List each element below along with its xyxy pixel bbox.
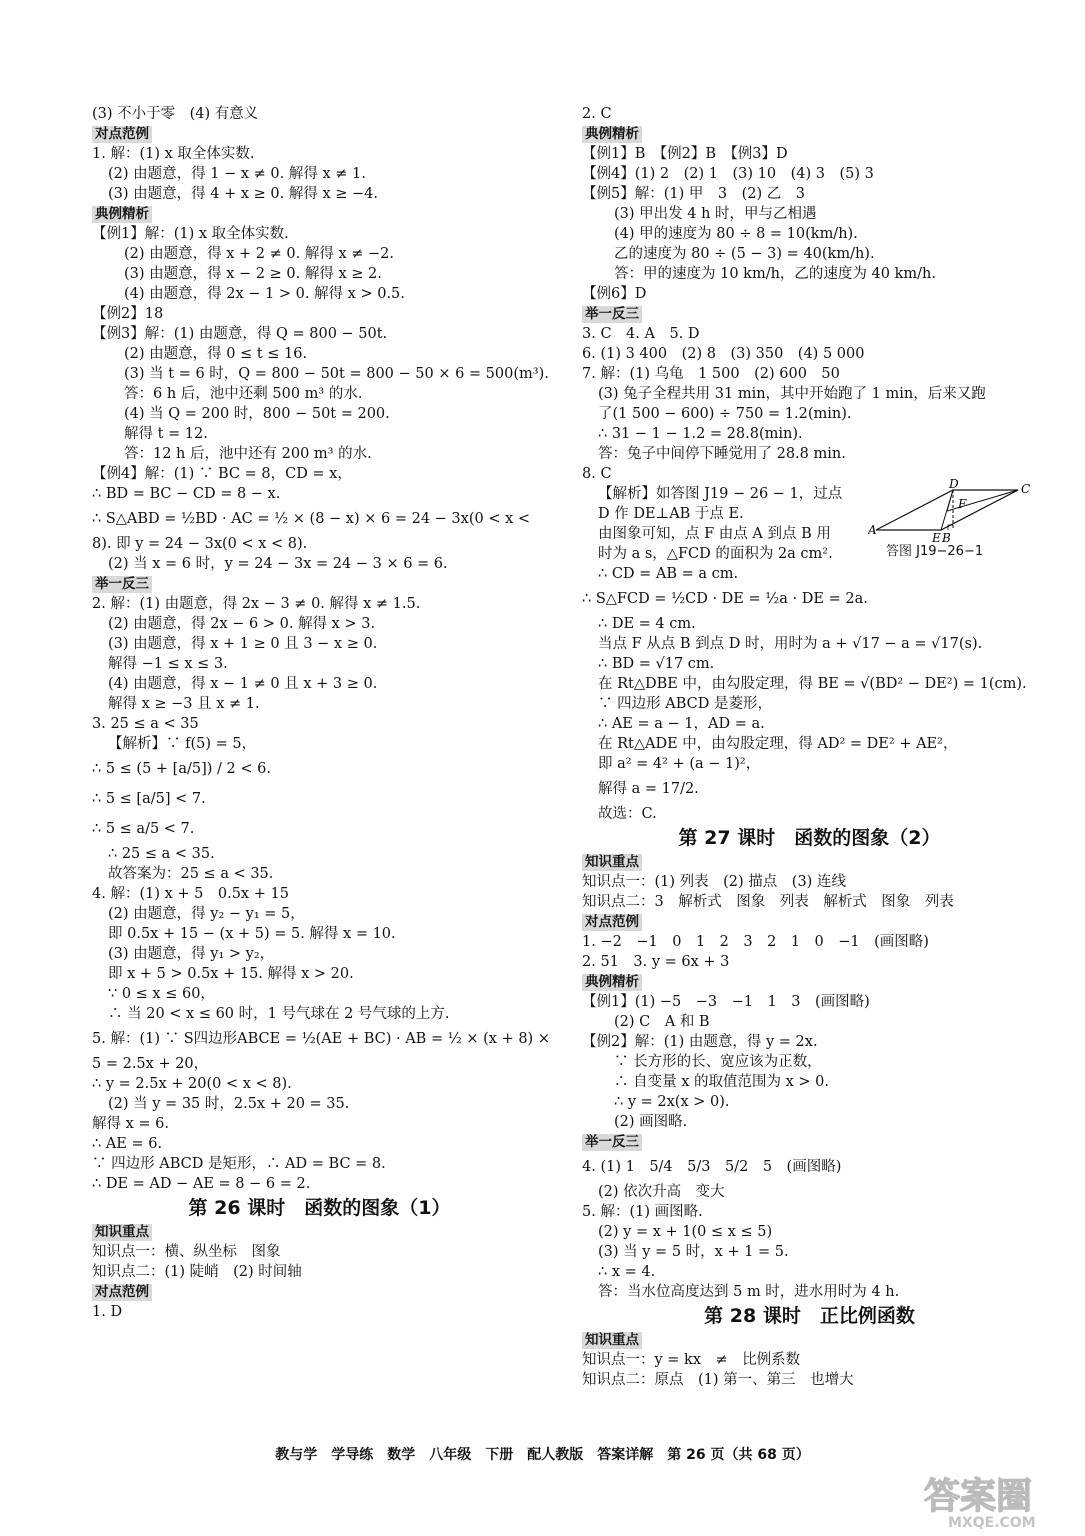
text-line: 6. (1) 3 400 (2) 8 (3) 350 (4) 5 000 (582, 346, 865, 362)
text-line: 解得 x = 6. (92, 1116, 169, 1132)
text-line: (2) 当 x = 6 时，y = 24 − 3x = 24 − 3 × 6 = 6. (108, 556, 448, 572)
text-line: (2) 由题意，得 1 − x ≠ 0. 解得 x ≠ 1. (108, 166, 366, 182)
text-line: (2) 由题意，得 2x − 6 > 0. 解得 x > 3. (108, 616, 376, 632)
watermark-sub: MXQE.COM (948, 1515, 1036, 1530)
text-line: 5 = 2.5x + 20， (92, 1056, 209, 1072)
text-line: 知识点二：原点 (1) 第一、第三 也增大 (582, 1372, 854, 1388)
text-line: (3) 当 y = 5 时，x + 1 = 5. (598, 1244, 789, 1260)
section-label (92, 204, 547, 224)
text-line: 3. 25 ≤ a < 35 (92, 716, 199, 732)
section-label (92, 574, 547, 594)
section-label (582, 304, 1037, 324)
text-line: 【例5】解：(1) 甲 3 (2) 乙 3 (582, 186, 805, 202)
text-line: 5. 解：(1) 画图略. (582, 1204, 703, 1220)
text-line: D 作 DE⊥AB 于点 E. (598, 506, 744, 522)
text-line: 即 a² = 4² + (a − 1)²， (598, 756, 761, 772)
section-label-text: 典例精析 (582, 126, 642, 143)
text-line: 【例2】18 (92, 306, 164, 322)
section-label (582, 124, 1037, 144)
text-line: 知识点一：y = kx ≠ 比例系数 (582, 1352, 801, 1368)
text-line: (3) 由题意，得 y₁ > y₂， (108, 946, 275, 962)
text-line: 在 Rt△DBE 中，由勾股定理，得 BE = √(BD² − DE²) = 1(cm). (598, 676, 1027, 692)
text-line: (3) 甲出发 4 h 时，甲与乙相遇 (614, 206, 817, 222)
text-line: 【例3】解：(1) 由题意，得 Q = 800 − 50t. (92, 326, 388, 342)
left-column (92, 104, 550, 1322)
text-line: ∴ 5 ≤ a/5 < 7. (92, 821, 195, 837)
text-line: 1. D (92, 1304, 123, 1320)
text-line: ∵ 0 ≤ x ≤ 60， (108, 986, 215, 1002)
label-c: C (1021, 482, 1031, 496)
text-line: ∴ y = 2.5x + 20(0 < x < 8). (92, 1076, 292, 1092)
section-heading: 第 26 课时 函数的图象（1） (188, 1197, 451, 1219)
label-f: F (958, 497, 967, 511)
text-line: ∴ S△FCD = ½CD · DE = ½a · DE = 2a. (582, 591, 868, 607)
section-heading: 第 27 课时 函数的图象（2） (678, 827, 941, 849)
text-line: 【例1】解：(1) x 取全体实数. (92, 226, 289, 242)
text-line: ∴ 31 − 1 − 1.2 = 28.8(min). (598, 426, 803, 442)
text-line: (3) 兔子全程共用 31 min，其中开始跑了 1 min，后来又跑 (598, 386, 986, 402)
section-label-text: 举一反三 (92, 576, 152, 593)
text-line: 【例4】(1) 2 (2) 1 (3) 10 (4) 3 (5) 3 (582, 166, 874, 182)
text-line: (2) 由题意，得 x + 2 ≠ 0. 解得 x ≠ −2. (124, 246, 394, 262)
text-line: 解得 a = 17/2. (598, 781, 699, 797)
text-line: ∴ 25 ≤ a < 35. (108, 846, 215, 862)
section-label-text: 对点范例 (582, 914, 642, 931)
text-line: 知识点一：横、纵坐标 图象 (92, 1244, 281, 1260)
text-line: 答：当水位高度达到 5 m 时，进水用时为 4 h. (598, 1284, 900, 1300)
text-line: (2) 由题意，得 y₂ − y₁ = 5， (108, 906, 305, 922)
text-line: ∴ BD = √17 cm. (598, 656, 715, 672)
text-line: (2) 依次升高 变大 (598, 1184, 725, 1200)
text-line: 8. C (582, 466, 612, 482)
text-line: 故答案为：25 ≤ a < 35. (108, 866, 274, 882)
text-line: (3) 不小于零 (4) 有意义 (92, 106, 259, 122)
section-label (582, 972, 1037, 992)
text-line: ∵ 四边形 ABCD 是菱形， (598, 696, 772, 712)
text-line: (3) 由题意，得 x + 1 ≥ 0 且 3 − x ≥ 0. (108, 636, 378, 652)
text-line: ∴ y = 2x(x > 0). (614, 1094, 730, 1110)
section-label (92, 1282, 547, 1302)
section-label-text: 知识重点 (582, 1332, 642, 1349)
text-line: 知识点一：(1) 列表 (2) 描点 (3) 连线 (582, 874, 846, 890)
text-line: 8). 即 y = 24 − 3x(0 < x < 8). (92, 536, 308, 552)
text-line: 答：6 h 后，池中还剩 500 m³ 的水. (124, 386, 363, 402)
text-line: (4) 当 Q = 200 时，800 − 50t = 200. (124, 406, 390, 422)
text-line: 故选：C. (598, 806, 657, 822)
section-label (582, 912, 1037, 932)
text-line: 【解析】∵ f(5) = 5， (108, 736, 257, 752)
text-line: 答：兔子中间停下睡觉用了 28.8 min. (598, 446, 846, 462)
text-line: 4. (1) 1 5/4 5/3 5/2 5 (画图略) (582, 1159, 842, 1175)
page-footer: 教与学 学导练 数学 八年级 下册 配人教版 答案详解 第 26 页（共 68 页） (275, 1447, 810, 1463)
label-e: E (932, 531, 941, 545)
text-line: 【例1】B 【例2】B 【例3】D (582, 146, 788, 162)
text-line: (2) 画图略. (614, 1114, 688, 1130)
label-d: D (949, 478, 959, 491)
section-label (92, 124, 547, 144)
section-label (582, 852, 1037, 872)
text-line: ∵ 长方形的长、宽应该为正数， (614, 1054, 822, 1070)
figure-caption: 答图 J19−26−1 (886, 544, 984, 559)
text-line: ∴ S△ABD = ½BD · AC = ½ × (8 − x) × 6 = 24 − 3x(0 < x < (92, 511, 531, 527)
text-line: 知识点二：(1) 陡峭 (2) 时间轴 (92, 1264, 302, 1280)
text-line: 时为 a s，△FCD 的面积为 2a cm². (598, 546, 833, 562)
text-line: 答：12 h 后，池中还有 200 m³ 的水. (124, 446, 372, 462)
watermark-main: 答案圈 (924, 1476, 1033, 1517)
text-line: 当点 F 从点 B 到点 D 时，用时为 a + √17 − a = √17(s). (598, 636, 983, 652)
text-line: ∴ CD = AB = a cm. (598, 566, 739, 582)
text-line: 乙的速度为 80 ÷ (5 − 3) = 40(km/h). (614, 246, 875, 262)
section-label (582, 1132, 1037, 1152)
section-heading: 第 28 课时 正比例函数 (704, 1305, 915, 1327)
text-line: 5. 解：(1) ∵ S四边形ABCE = ½(AE + BC) · AB = ½ × (x + 8) × (92, 1031, 550, 1047)
section-label (92, 1222, 547, 1242)
text-line: ∴ 当 20 < x ≤ 60 时，1 号气球在 2 号气球的上方. (108, 1006, 450, 1022)
text-line: ∴ AE = 6. (92, 1136, 163, 1152)
text-line: ∴ AE = a − 1，AD = a. (598, 716, 765, 732)
text-line: ∴ 5 ≤ [a/5] < 7. (92, 791, 206, 807)
text-line: 1. 解：(1) x 取全体实数. (92, 146, 255, 162)
text-line: 即 0.5x + 15 − (x + 5) = 5. 解得 x = 10. (108, 926, 396, 942)
text-line: 知识点二：3 解析式 图象 列表 解析式 图象 列表 (582, 894, 954, 910)
text-line: ∴ x = 4. (598, 1264, 656, 1280)
text-line: 4. 解：(1) x + 5 0.5x + 15 (92, 886, 289, 902)
label-a: A (868, 523, 877, 537)
text-line: 7. 解：(1) 乌龟 1 500 (2) 600 50 (582, 366, 840, 382)
label-b: B (942, 531, 951, 545)
text-line: (3) 由题意，得 x − 2 ≥ 0. 解得 x ≥ 2. (124, 266, 382, 282)
section-label-text: 知识重点 (92, 1224, 152, 1241)
section-label-text: 对点范例 (92, 1284, 152, 1301)
text-line: (2) C A 和 B (614, 1014, 710, 1030)
section-label-text: 典例精析 (92, 206, 152, 223)
text-line: (2) 当 y = 35 时，2.5x + 20 = 35. (108, 1096, 350, 1112)
text-line: 【例2】解：(1) 由题意，得 y = 2x. (582, 1034, 818, 1050)
text-line: (4) 甲的速度为 80 ÷ 8 = 10(km/h). (614, 226, 858, 242)
section-label-text: 典例精析 (582, 974, 642, 991)
text-line: 由图象可知，点 F 由点 A 到点 B 用 (598, 526, 831, 542)
section-label-text: 举一反三 (582, 306, 642, 323)
text-line: 2. 51 3. y = 6x + 3 (582, 954, 730, 970)
text-line: 了(1 500 − 600) ÷ 750 = 1.2(min). (598, 406, 852, 422)
text-line: ∵ 四边形 ABCD 是矩形，∴ AD = BC = 8. (92, 1156, 386, 1172)
text-line: 2. 解：(1) 由题意，得 2x − 3 ≠ 0. 解得 x ≠ 1.5. (92, 596, 421, 612)
text-line: (4) 由题意，得 x − 1 ≠ 0 且 x + 3 ≥ 0. (108, 676, 378, 692)
text-line: 【解析】如答图 J19 − 26 − 1，过点 (598, 486, 843, 502)
text-line: (3) 当 t = 6 时，Q = 800 − 50t = 800 − 50 × 6 = 500(m³). (124, 366, 549, 382)
text-line: (2) y = x + 1(0 ≤ x ≤ 5) (598, 1224, 773, 1240)
text-line: ∴ DE = AD − AE = 8 − 6 = 2. (92, 1176, 311, 1192)
section-label (582, 1330, 1037, 1350)
text-line: ∴ DE = 4 cm. (598, 616, 696, 632)
section-label-text: 对点范例 (92, 126, 152, 143)
watermark-logo (918, 1470, 1078, 1530)
section-label-text: 知识重点 (582, 854, 642, 871)
text-line: 【例4】解：(1) ∵ BC = 8，CD = x， (92, 466, 352, 482)
text-line: 3. C 4. A 5. D (582, 326, 700, 342)
text-line: 在 Rt△ADE 中，由勾股定理，得 AD² = DE² + AE²， (598, 736, 958, 752)
text-line: 解得 −1 ≤ x ≤ 3. (108, 656, 228, 672)
text-line: 【例1】(1) −5 −3 −1 1 3 (画图略) (582, 994, 870, 1010)
text-line: 即 x + 5 > 0.5x + 15. 解得 x > 20. (108, 966, 354, 982)
text-line: 【例6】D (582, 286, 647, 302)
text-line: 答：甲的速度为 10 km/h，乙的速度为 40 km/h. (614, 266, 936, 282)
text-line: ∴ 5 ≤ (5 + [a/5]) / 2 < 6. (92, 761, 271, 777)
text-line: ∴ 自变量 x 的取值范围为 x > 0. (614, 1074, 829, 1090)
right-column (582, 104, 1037, 1390)
text-line: 解得 t = 12. (124, 426, 208, 442)
text-line: (2) 由题意，得 0 ≤ t ≤ 16. (124, 346, 308, 362)
text-line: 1. −2 −1 0 1 2 3 2 1 0 −1 (画图略) (582, 934, 929, 950)
text-line: 2. C (582, 106, 612, 122)
section-label-text: 举一反三 (582, 1134, 642, 1151)
text-line: (4) 由题意，得 2x − 1 > 0. 解得 x > 0.5. (124, 286, 405, 302)
text-line: (3) 由题意，得 4 + x ≥ 0. 解得 x ≥ −4. (108, 186, 378, 202)
text-line: ∴ BD = BC − CD = 8 − x. (92, 486, 281, 502)
text-line: 解得 x ≥ −3 且 x ≠ 1. (108, 696, 260, 712)
